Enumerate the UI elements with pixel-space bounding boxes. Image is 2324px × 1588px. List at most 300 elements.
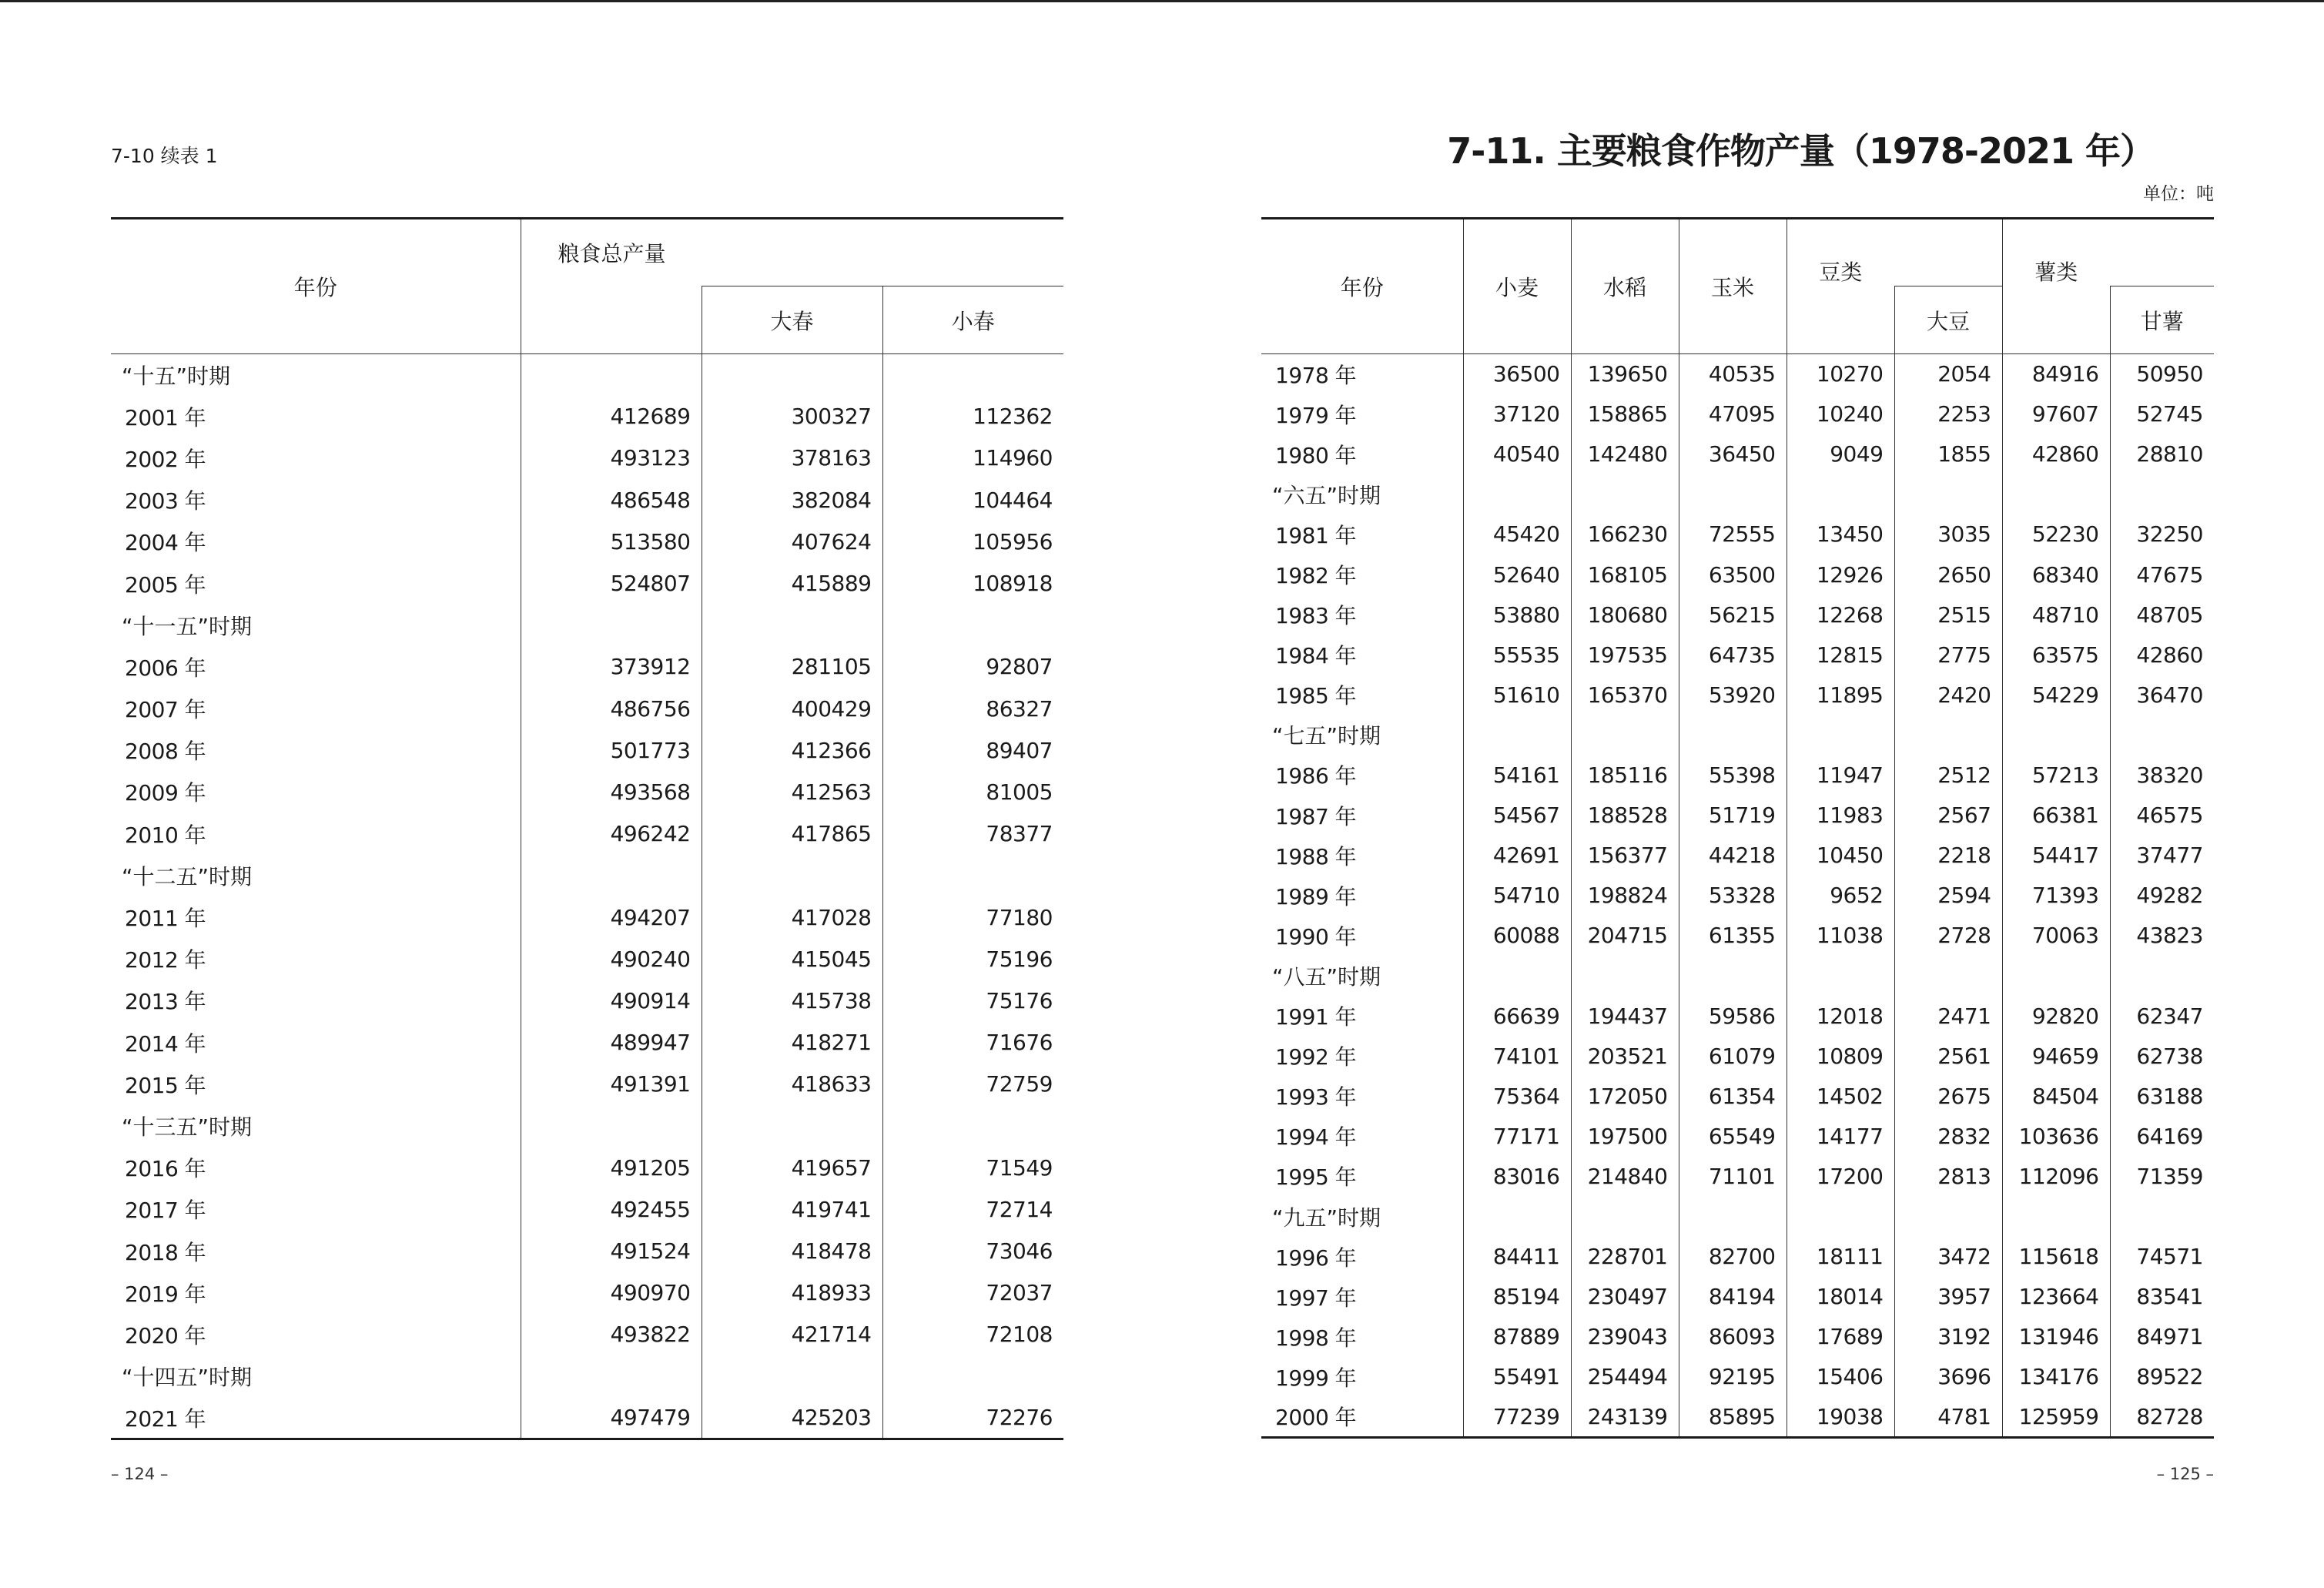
year-cell: 2000 年 <box>1275 1405 1357 1431</box>
value-cell: 142480 <box>1571 434 1679 474</box>
value-cell: 2054 <box>1894 354 2002 394</box>
table-row <box>111 729 1063 771</box>
value-cell: 2420 <box>1894 675 2002 715</box>
value-cell: 81005 <box>882 771 1063 812</box>
year-cell: 1989 年 <box>1275 883 1357 910</box>
value-cell: 61355 <box>1679 916 1787 956</box>
empty-cell <box>1463 715 1571 755</box>
value-cell: 38320 <box>2110 755 2214 795</box>
empty-cell <box>1463 474 1571 514</box>
empty-cell <box>1571 956 1679 996</box>
value-cell: 40540 <box>1463 434 1571 474</box>
value-cell: 378163 <box>702 437 882 479</box>
value-cell: 131946 <box>2002 1317 2110 1357</box>
value-cell: 3472 <box>1894 1237 2002 1277</box>
value-cell: 84971 <box>2110 1317 2214 1357</box>
year-cell: 2016 年 <box>125 1156 206 1182</box>
left-data-table <box>111 217 1063 1440</box>
value-cell: 198824 <box>1571 876 1679 916</box>
right-page <box>1155 0 2324 1588</box>
table-row <box>111 1188 1063 1230</box>
year-cell: 2003 年 <box>125 488 206 514</box>
value-cell: 64735 <box>1679 635 1787 675</box>
value-cell: 57213 <box>2002 755 2110 795</box>
value-cell: 36500 <box>1463 354 1571 394</box>
table-row <box>1261 595 2214 635</box>
value-cell: 382084 <box>702 479 882 521</box>
value-cell: 19038 <box>1787 1397 1894 1437</box>
header-spacer <box>2002 286 2110 354</box>
value-cell: 112362 <box>882 396 1063 437</box>
year-cell: 2021 年 <box>125 1405 206 1432</box>
value-cell: 14502 <box>1787 1076 1894 1116</box>
value-cell: 89522 <box>2110 1357 2214 1397</box>
empty-cell <box>2110 956 2214 996</box>
table-row <box>111 1272 1063 1314</box>
value-cell: 64169 <box>2110 1116 2214 1156</box>
table-row <box>1261 1397 2214 1437</box>
value-cell: 36450 <box>1679 434 1787 474</box>
value-cell: 65549 <box>1679 1116 1787 1156</box>
value-cell: 513580 <box>521 521 702 562</box>
value-cell: 494207 <box>521 896 702 938</box>
page-number-right: – 125 – <box>2156 1465 2214 1483</box>
value-cell: 60088 <box>1463 916 1571 956</box>
period-label: “九五”时期 <box>1272 1204 1381 1231</box>
value-cell: 412366 <box>702 729 882 771</box>
header-spacer <box>1894 219 2002 286</box>
value-cell: 418933 <box>702 1272 882 1314</box>
value-cell: 415045 <box>702 938 882 980</box>
table-row <box>111 938 1063 980</box>
value-cell: 104464 <box>882 479 1063 521</box>
value-cell: 2675 <box>1894 1076 2002 1116</box>
value-cell: 47675 <box>2110 554 2214 595</box>
year-cell: 1998 年 <box>1275 1325 1357 1351</box>
value-cell: 419657 <box>702 1147 882 1188</box>
value-cell: 418271 <box>702 1022 882 1064</box>
year-cell: 2013 年 <box>125 989 206 1015</box>
value-cell: 3696 <box>1894 1357 2002 1397</box>
value-cell: 55398 <box>1679 755 1787 795</box>
value-cell: 492455 <box>521 1188 702 1230</box>
year-cell: 2011 年 <box>125 906 206 932</box>
value-cell: 486756 <box>521 688 702 729</box>
value-cell: 47095 <box>1679 394 1787 434</box>
period-label: “八五”时期 <box>1272 963 1381 990</box>
value-cell: 17689 <box>1787 1317 1894 1357</box>
value-cell: 172050 <box>1571 1076 1679 1116</box>
value-cell: 490970 <box>521 1272 702 1314</box>
year-cell: 1980 年 <box>1275 442 1357 468</box>
year-cell: 1990 年 <box>1275 923 1357 950</box>
value-cell: 10450 <box>1787 836 1894 876</box>
table-row <box>111 1022 1063 1064</box>
value-cell: 89407 <box>882 729 1063 771</box>
value-cell: 407624 <box>702 521 882 562</box>
value-cell: 203521 <box>1571 1036 1679 1076</box>
period-row <box>111 1355 1063 1397</box>
value-cell: 18111 <box>1787 1237 1894 1277</box>
year-cell: 2006 年 <box>125 655 206 681</box>
empty-cell <box>1787 474 1894 514</box>
value-cell: 77180 <box>882 896 1063 938</box>
value-cell: 72276 <box>882 1397 1063 1439</box>
empty-cell <box>1787 715 1894 755</box>
value-cell: 61354 <box>1679 1076 1787 1116</box>
value-cell: 2561 <box>1894 1036 2002 1076</box>
year-cell: 2017 年 <box>125 1198 206 1224</box>
year-cell: 1984 年 <box>1275 643 1357 669</box>
value-cell: 92195 <box>1679 1357 1787 1397</box>
value-cell: 300327 <box>702 396 882 437</box>
value-cell: 12926 <box>1787 554 1894 595</box>
value-cell: 84411 <box>1463 1237 1571 1277</box>
table-row <box>111 688 1063 729</box>
empty-cell <box>1894 956 2002 996</box>
table-row <box>1261 836 2214 876</box>
value-cell: 239043 <box>1571 1317 1679 1357</box>
value-cell: 59586 <box>1679 996 1787 1036</box>
value-cell: 123664 <box>2002 1277 2110 1317</box>
value-cell: 71101 <box>1679 1156 1787 1196</box>
col-header-xiaochun: 小春 <box>882 286 1063 354</box>
value-cell: 243139 <box>1571 1397 1679 1437</box>
period-row <box>1261 1196 2214 1236</box>
value-cell: 71393 <box>2002 876 2110 916</box>
value-cell: 419741 <box>702 1188 882 1230</box>
table-row <box>111 771 1063 812</box>
col-header-dachun: 大春 <box>702 286 882 354</box>
value-cell: 83541 <box>2110 1277 2214 1317</box>
value-cell: 37120 <box>1463 394 1571 434</box>
table-title: 7-11. 主要粮食作物产量（1978-2021 年） <box>1447 130 2155 172</box>
value-cell: 412689 <box>521 396 702 437</box>
col-header-year: 年份 <box>111 219 521 354</box>
value-cell: 74571 <box>2110 1237 2214 1277</box>
year-cell: 1985 年 <box>1275 683 1357 709</box>
value-cell: 197535 <box>1571 635 1679 675</box>
value-cell: 2253 <box>1894 394 2002 434</box>
period-row <box>111 855 1063 896</box>
value-cell: 49282 <box>2110 876 2214 916</box>
empty-cell <box>1787 956 1894 996</box>
value-cell: 400429 <box>702 688 882 729</box>
value-cell: 524807 <box>521 562 702 604</box>
period-row <box>111 354 1063 396</box>
col-header-corn: 玉米 <box>1679 219 1787 354</box>
value-cell: 55491 <box>1463 1357 1571 1397</box>
value-cell: 166230 <box>1571 514 1679 554</box>
empty-cell <box>2002 1196 2110 1236</box>
year-cell: 2007 年 <box>125 697 206 723</box>
value-cell: 54567 <box>1463 796 1571 836</box>
value-cell: 417865 <box>702 813 882 855</box>
year-cell: 2020 年 <box>125 1322 206 1348</box>
value-cell: 50950 <box>2110 354 2214 394</box>
col-header-total: 粮食总产量 <box>521 219 702 286</box>
value-cell: 74101 <box>1463 1036 1571 1076</box>
value-cell: 84916 <box>2002 354 2110 394</box>
year-cell: 1988 年 <box>1275 843 1357 869</box>
value-cell: 92807 <box>882 646 1063 688</box>
empty-cell <box>521 354 702 396</box>
value-cell: 12815 <box>1787 635 1894 675</box>
value-cell: 94659 <box>2002 1036 2110 1076</box>
period-row <box>1261 474 2214 514</box>
value-cell: 51719 <box>1679 796 1787 836</box>
table-row <box>111 1064 1063 1105</box>
value-cell: 75364 <box>1463 1076 1571 1116</box>
value-cell: 63188 <box>2110 1076 2214 1116</box>
period-row <box>111 1105 1063 1147</box>
value-cell: 62738 <box>2110 1036 2214 1076</box>
value-cell: 11947 <box>1787 755 1894 795</box>
year-cell: 2019 年 <box>125 1281 206 1307</box>
empty-cell <box>2002 474 2110 514</box>
empty-cell <box>702 1105 882 1147</box>
value-cell: 425203 <box>702 1397 882 1439</box>
value-cell: 108918 <box>882 562 1063 604</box>
value-cell: 70063 <box>2002 916 2110 956</box>
col-header-sweet-potato: 甘薯 <box>2110 286 2214 354</box>
value-cell: 185116 <box>1571 755 1679 795</box>
empty-cell <box>1894 474 2002 514</box>
table-row <box>1261 434 2214 474</box>
value-cell: 72555 <box>1679 514 1787 554</box>
empty-cell <box>702 354 882 396</box>
continuation-label: 7-10 续表 1 <box>111 145 218 167</box>
year-cell: 1996 年 <box>1275 1245 1357 1271</box>
value-cell: 418478 <box>702 1230 882 1271</box>
value-cell: 54417 <box>2002 836 2110 876</box>
value-cell: 61079 <box>1679 1036 1787 1076</box>
header-spacer <box>1787 286 1894 354</box>
value-cell: 188528 <box>1571 796 1679 836</box>
value-cell: 228701 <box>1571 1237 1679 1277</box>
value-cell: 194437 <box>1571 996 1679 1036</box>
table-row <box>111 1230 1063 1271</box>
year-cell: 2018 年 <box>125 1239 206 1265</box>
header-spacer <box>882 219 1063 286</box>
period-label: “六五”时期 <box>1272 482 1381 508</box>
value-cell: 165370 <box>1571 675 1679 715</box>
header-spacer <box>2110 219 2214 286</box>
value-cell: 72037 <box>882 1272 1063 1314</box>
value-cell: 139650 <box>1571 354 1679 394</box>
value-cell: 62347 <box>2110 996 2214 1036</box>
table-row <box>111 1397 1063 1439</box>
period-row <box>1261 715 2214 755</box>
col-header-tubers: 薯类 <box>2002 219 2110 286</box>
value-cell: 77239 <box>1463 1397 1571 1437</box>
value-cell: 12018 <box>1787 996 1894 1036</box>
empty-cell <box>702 1355 882 1397</box>
table-row <box>1261 1357 2214 1397</box>
table-row <box>1261 755 2214 795</box>
table-row <box>1261 1036 2214 1076</box>
value-cell: 28810 <box>2110 434 2214 474</box>
right-data-table <box>1261 217 2214 1439</box>
empty-cell <box>521 855 702 896</box>
year-cell: 2014 年 <box>125 1030 206 1057</box>
value-cell: 254494 <box>1571 1357 1679 1397</box>
value-cell: 37477 <box>2110 836 2214 876</box>
year-cell: 1997 年 <box>1275 1285 1357 1311</box>
period-label: “十三五”时期 <box>122 1114 253 1140</box>
value-cell: 18014 <box>1787 1277 1894 1317</box>
value-cell: 115618 <box>2002 1237 2110 1277</box>
empty-cell <box>1679 1196 1787 1236</box>
period-label: “十四五”时期 <box>122 1365 253 1391</box>
table-row <box>1261 1116 2214 1156</box>
header-spacer <box>521 286 702 354</box>
value-cell: 40535 <box>1679 354 1787 394</box>
empty-cell <box>882 1355 1063 1397</box>
value-cell: 3957 <box>1894 1277 2002 1317</box>
value-cell: 1855 <box>1894 434 2002 474</box>
table-row <box>111 562 1063 604</box>
value-cell: 156377 <box>1571 836 1679 876</box>
value-cell: 85194 <box>1463 1277 1571 1317</box>
value-cell: 36470 <box>2110 675 2214 715</box>
value-cell: 3035 <box>1894 514 2002 554</box>
value-cell: 497479 <box>521 1397 702 1439</box>
table-row <box>111 1314 1063 1355</box>
year-cell: 1987 年 <box>1275 803 1357 829</box>
year-cell: 1991 年 <box>1275 1004 1357 1030</box>
period-row <box>1261 956 2214 996</box>
year-cell: 1992 年 <box>1275 1044 1357 1070</box>
value-cell: 281105 <box>702 646 882 688</box>
value-cell: 490240 <box>521 938 702 980</box>
value-cell: 86327 <box>882 688 1063 729</box>
period-label: “十一五”时期 <box>122 613 253 639</box>
empty-cell <box>1679 956 1787 996</box>
empty-cell <box>1571 1196 1679 1236</box>
value-cell: 2218 <box>1894 836 2002 876</box>
value-cell: 53328 <box>1679 876 1787 916</box>
year-cell: 2004 年 <box>125 530 206 556</box>
year-cell: 2009 年 <box>125 780 206 806</box>
table-row <box>111 437 1063 479</box>
value-cell: 82728 <box>2110 1397 2214 1437</box>
value-cell: 214840 <box>1571 1156 1679 1196</box>
value-cell: 2813 <box>1894 1156 2002 1196</box>
value-cell: 493568 <box>521 771 702 812</box>
value-cell: 2775 <box>1894 635 2002 675</box>
value-cell: 63575 <box>2002 635 2110 675</box>
value-cell: 2471 <box>1894 996 2002 1036</box>
value-cell: 52230 <box>2002 514 2110 554</box>
value-cell: 53920 <box>1679 675 1787 715</box>
table-row <box>111 479 1063 521</box>
empty-cell <box>882 354 1063 396</box>
value-cell: 2512 <box>1894 755 2002 795</box>
year-cell: 2015 年 <box>125 1072 206 1098</box>
table-row <box>1261 1076 2214 1116</box>
value-cell: 501773 <box>521 729 702 771</box>
value-cell: 78377 <box>882 813 1063 855</box>
value-cell: 71676 <box>882 1022 1063 1064</box>
period-row <box>111 605 1063 646</box>
table-row <box>1261 675 2214 715</box>
empty-cell <box>1571 474 1679 514</box>
value-cell: 73046 <box>882 1230 1063 1271</box>
period-label: “十五”时期 <box>122 363 231 389</box>
table-row <box>1261 1317 2214 1357</box>
value-cell: 72714 <box>882 1188 1063 1230</box>
value-cell: 51610 <box>1463 675 1571 715</box>
year-cell: 1981 年 <box>1275 522 1357 548</box>
empty-cell <box>1894 715 2002 755</box>
col-header-soybean: 大豆 <box>1894 286 2002 354</box>
value-cell: 421714 <box>702 1314 882 1355</box>
table-row <box>1261 635 2214 675</box>
empty-cell <box>1679 715 1787 755</box>
value-cell: 415738 <box>702 980 882 1021</box>
table-row <box>1261 1277 2214 1317</box>
year-cell: 2002 年 <box>125 446 206 472</box>
value-cell: 54710 <box>1463 876 1571 916</box>
table-row <box>1261 354 2214 394</box>
value-cell: 4781 <box>1894 1397 2002 1437</box>
empty-cell <box>1463 956 1571 996</box>
page-number-left: – 124 – <box>111 1465 169 1483</box>
value-cell: 48705 <box>2110 595 2214 635</box>
value-cell: 55535 <box>1463 635 1571 675</box>
value-cell: 180680 <box>1571 595 1679 635</box>
empty-cell <box>1571 715 1679 755</box>
value-cell: 84504 <box>2002 1076 2110 1116</box>
value-cell: 17200 <box>1787 1156 1894 1196</box>
value-cell: 97607 <box>2002 394 2110 434</box>
table-row <box>111 646 1063 688</box>
value-cell: 490914 <box>521 980 702 1021</box>
table-row <box>111 896 1063 938</box>
value-cell: 493123 <box>521 437 702 479</box>
year-cell: 1979 年 <box>1275 402 1357 428</box>
value-cell: 52640 <box>1463 554 1571 595</box>
value-cell: 84194 <box>1679 1277 1787 1317</box>
value-cell: 45420 <box>1463 514 1571 554</box>
empty-cell <box>2002 956 2110 996</box>
table-row <box>1261 394 2214 434</box>
col-header-beans: 豆类 <box>1787 219 1894 286</box>
table-row <box>111 521 1063 562</box>
value-cell: 71549 <box>882 1147 1063 1188</box>
value-cell: 134176 <box>2002 1357 2110 1397</box>
empty-cell <box>2110 715 2214 755</box>
value-cell: 32250 <box>2110 514 2214 554</box>
period-label: “十二五”时期 <box>122 863 253 889</box>
value-cell: 72759 <box>882 1064 1063 1105</box>
col-header-year: 年份 <box>1261 219 1463 354</box>
value-cell: 11983 <box>1787 796 1894 836</box>
period-label: “七五”时期 <box>1272 723 1381 749</box>
table-row <box>1261 514 2214 554</box>
value-cell: 491524 <box>521 1230 702 1271</box>
year-cell: 1994 年 <box>1275 1124 1357 1151</box>
value-cell: 54229 <box>2002 675 2110 715</box>
value-cell: 486548 <box>521 479 702 521</box>
year-cell: 1999 年 <box>1275 1365 1357 1391</box>
value-cell: 418633 <box>702 1064 882 1105</box>
year-cell: 1995 年 <box>1275 1164 1357 1191</box>
unit-label: 单位：吨 <box>2143 184 2214 204</box>
value-cell: 48710 <box>2002 595 2110 635</box>
value-cell: 10809 <box>1787 1036 1894 1076</box>
